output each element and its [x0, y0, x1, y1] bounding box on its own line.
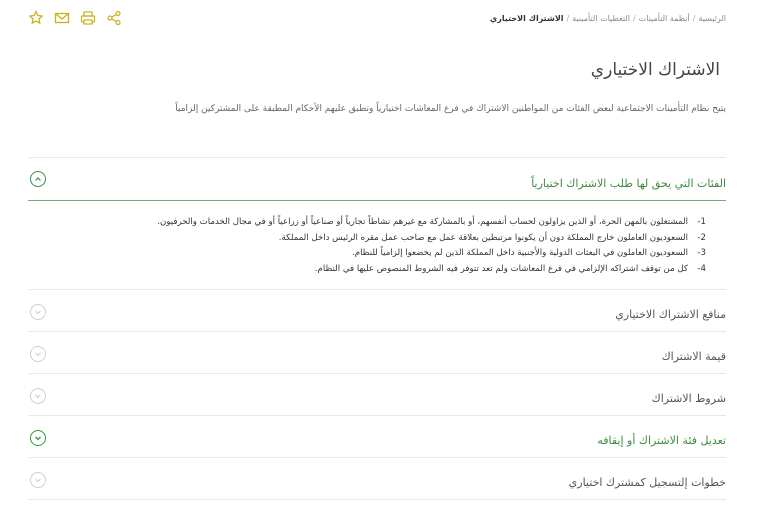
list-item	[28, 262, 706, 278]
breadcrumb-insurance-systems[interactable]: أنظمة التأمينات	[638, 14, 690, 23]
breadcrumb-insurance-coverage[interactable]: التغطيات التأمينية	[572, 14, 630, 23]
accordion-item-eligible-categories	[28, 157, 726, 289]
accordion-item-subscription-value	[28, 331, 726, 373]
page-tools	[28, 10, 122, 26]
accordion-divider	[28, 499, 726, 500]
list-number: 1-	[697, 217, 706, 227]
accordion-header[interactable]	[28, 158, 726, 201]
page-intro: يتيح نظام التأمينات الاجتماعية لبعض الفئات من المواطنين الاشتراك في فرع المعاشات اختيارياً وتطبق عليهم الأحكام المطبقة على المشتركين إلزامياً	[175, 104, 726, 114]
accordion-content	[28, 201, 726, 289]
list-number: 4-	[697, 263, 706, 274]
list-text: كل من توقف اشتراكه الإلزامي في فرع المعاشات ولم تعد تتوفر فيه الشروط المنصوص عليها في النظام.	[314, 263, 688, 274]
chevron-down-icon[interactable]	[30, 472, 46, 488]
list-item	[28, 231, 706, 247]
accordion-item-conditions	[28, 373, 726, 415]
list-item	[28, 246, 706, 262]
accordion-title: تعديل فئة الاشتراك أو إيقافه	[597, 434, 726, 447]
star-icon[interactable]	[28, 10, 44, 26]
accordion-header[interactable]	[28, 332, 726, 373]
breadcrumb-home[interactable]: الرئيسية	[698, 14, 726, 23]
breadcrumb-separator: /	[632, 14, 636, 23]
chevron-down-icon[interactable]	[30, 304, 46, 320]
breadcrumb	[490, 14, 726, 23]
breadcrumb-current: الاشتراك الاختياري	[489, 14, 564, 23]
accordion-header[interactable]	[28, 290, 726, 331]
accordion-header[interactable]	[28, 416, 726, 457]
accordion-title: منافع الاشتراك الاختياري	[615, 308, 726, 321]
page-title: الاشتراك الاختياري	[590, 60, 720, 80]
accordion-header[interactable]	[28, 374, 726, 415]
breadcrumb-separator: /	[566, 14, 570, 23]
list-number: 3-	[697, 248, 706, 258]
list-text: السعوديون العاملون في البعثات الدولية والأجنبية داخل المملكة الذين لم يخضعوا إلزامياً للنظام.	[352, 248, 688, 258]
mail-icon[interactable]	[54, 10, 70, 26]
accordion-item-modify-category	[28, 415, 726, 457]
breadcrumb-separator: /	[692, 14, 696, 23]
accordion-title: شروط الاشتراك	[651, 392, 726, 405]
print-icon[interactable]	[80, 10, 96, 26]
accordion-title: الفئات التي يحق لها طلب الاشتراك اختيارياً	[531, 177, 726, 190]
list-number: 2-	[697, 232, 706, 243]
accordion-header[interactable]	[28, 458, 726, 499]
chevron-down-icon[interactable]	[30, 430, 46, 446]
list-text: السعوديون العاملون خارج المملكة دون أن يكونوا مرتبطين بعلاقة عمل مع صاحب عمل مقره الرئيس داخل المملكة.	[278, 232, 688, 243]
share-icon[interactable]	[106, 10, 122, 26]
eligible-categories-list	[28, 215, 706, 277]
chevron-up-icon[interactable]	[30, 171, 46, 187]
accordion-item-benefits	[28, 289, 726, 331]
list-text: المشتغلون بالمهن الحرة، أو الذين يزاولون لحساب أنفسهم، أو بالمشاركة مع غيرهم نشاطاً تجارياً أو صناعياً أو زراعياً أو في مجال الخدمات والحرفيون.	[157, 217, 688, 227]
list-item	[28, 215, 706, 231]
chevron-down-icon[interactable]	[30, 346, 46, 362]
accordion-title: خطوات إلتسجيل كمشترك اختياري	[568, 476, 726, 489]
accordion-title: قيمة الاشتراك	[661, 350, 726, 363]
accordion-item-registration-steps	[28, 457, 726, 499]
accordion	[28, 157, 726, 500]
chevron-down-icon[interactable]	[30, 388, 46, 404]
